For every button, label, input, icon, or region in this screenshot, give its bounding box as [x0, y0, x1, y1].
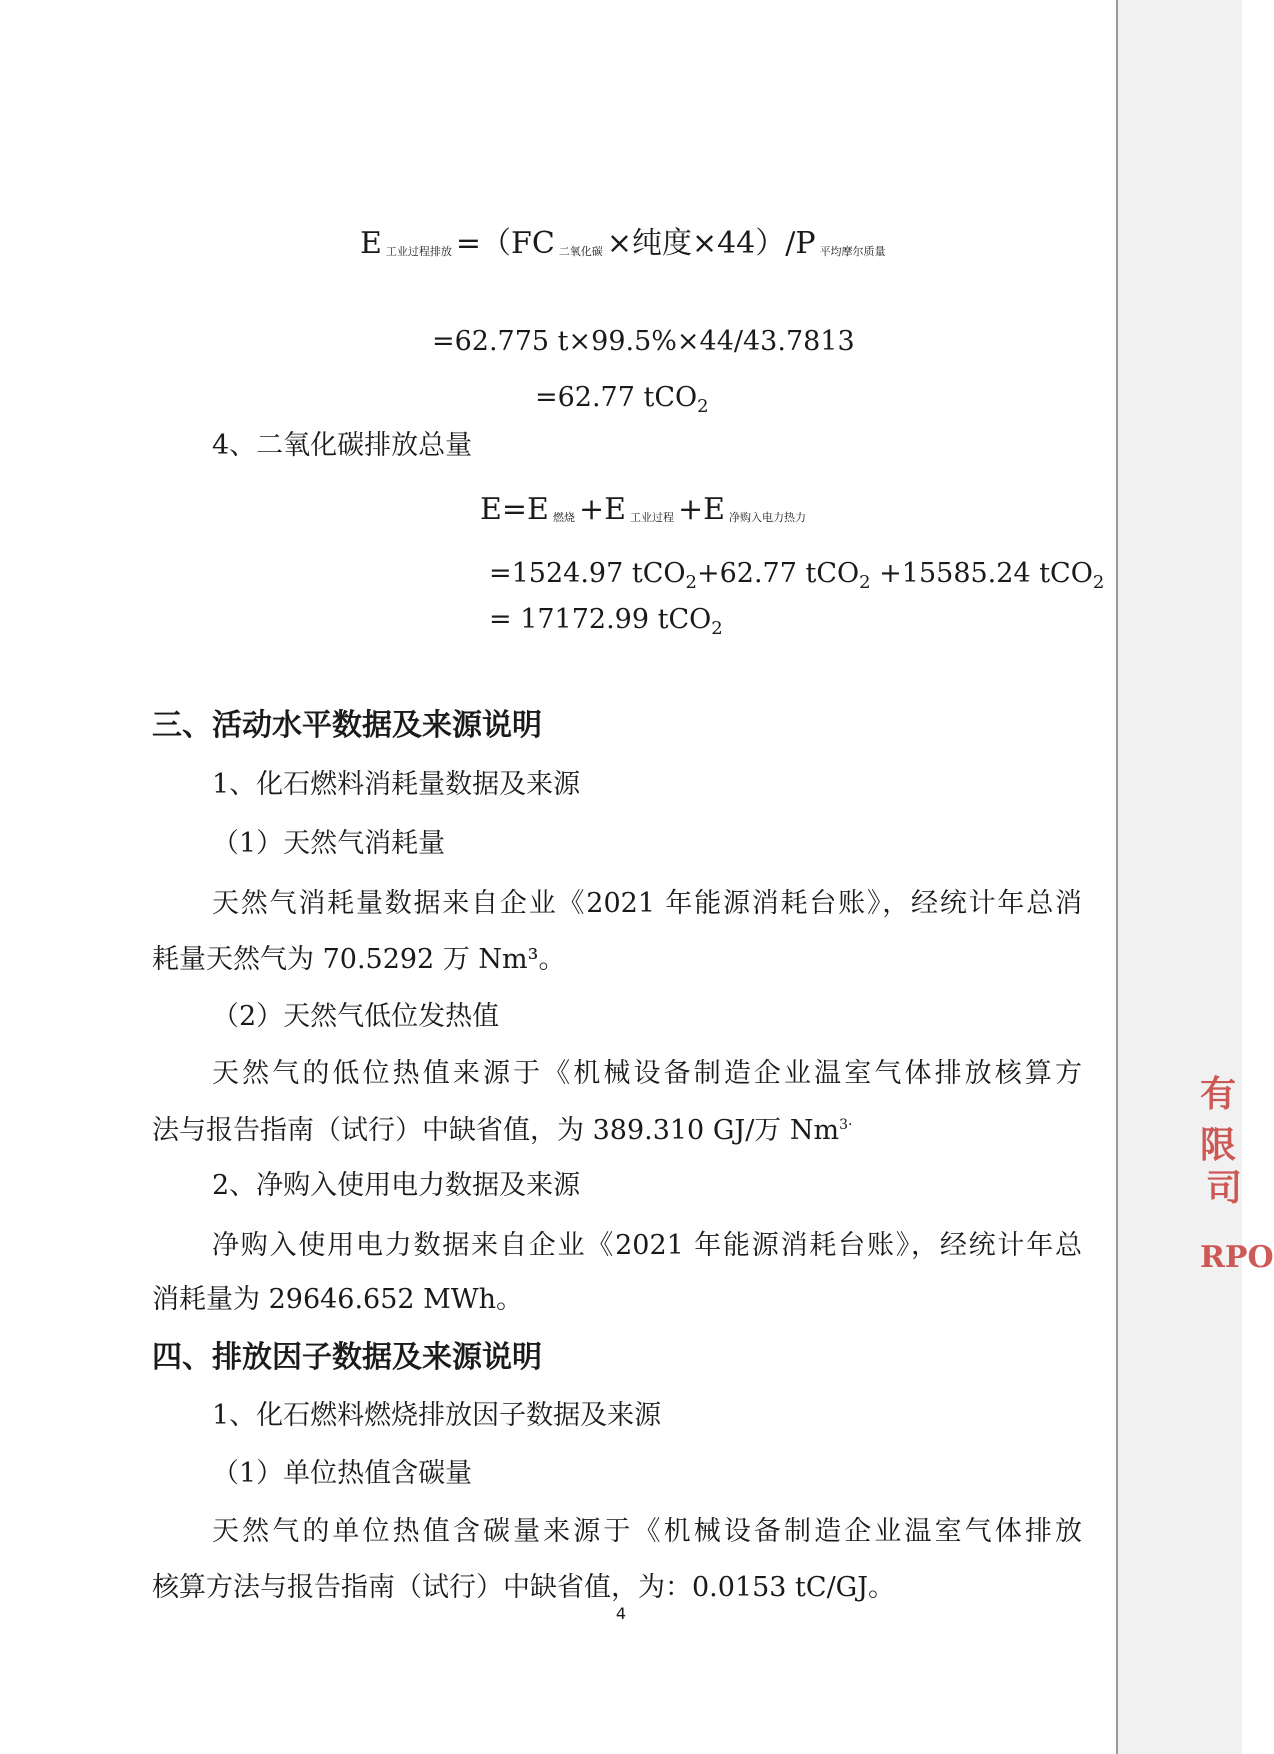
stamp-fragment-1: 有限 — [1200, 1073, 1237, 1166]
scan-edge-line — [1116, 0, 1118, 1754]
section3-para2-line1: 天然气的低位热值来源于《机械设备制造企业温室气体排放核算方 — [212, 1058, 1082, 1089]
section3-sub1: （1）天然气消耗量 — [212, 828, 446, 859]
total-line-2: = 17172.99 tCO$_2$ — [489, 604, 723, 639]
section3-para1-line2: 耗量天然气为 70.5292 万 Nm³。 — [152, 944, 566, 975]
formula-industrial: E $_{工业过程排放}$ =（FC $_{二氧化碳}$ ×纯度×44）/P $_{平均摩尔质量}$ — [360, 226, 886, 261]
section3-item1: 1、化石燃料消耗量数据及来源 — [212, 769, 581, 800]
section3-para2-line2: 法与报告指南（试行）中缺省值，为 389.310 GJ/万 $Nm^{3\cdot}$ — [152, 1115, 853, 1146]
section3-sub2: （2）天然气低位发热值 — [212, 1001, 500, 1032]
section4-para1-line1: 天然气的单位热值含碳量来源于《机械设备制造企业温室气体排放 — [212, 1516, 1082, 1547]
formula-total: E=E $_{燃烧}$ +E $_{工业过程}$ +E $_{净购入电力热力}$ — [480, 492, 807, 527]
section4-item1: 1、化石燃料燃烧排放因子数据及来源 — [212, 1400, 662, 1431]
calc-line-2: =62.77 tCO$_2$ — [535, 382, 709, 417]
section4-sub1: （1）单位热值含碳量 — [212, 1458, 473, 1489]
section3-heading: 三、活动水平数据及来源说明 — [152, 708, 542, 743]
scan-edge-shade — [1118, 0, 1242, 1754]
stamp-fragment-2: 司 — [1206, 1167, 1243, 1209]
page-number: 4 — [615, 1604, 627, 1623]
total-line-1: =1524.97 tCO$_2$+62.77 tCO$_2$ +15585.24 tCO$_2$ — [489, 558, 1105, 593]
calc-line-1: =62.775 t×99.5%×44/43.7813 — [432, 326, 855, 357]
stamp-fragment-3: RPO — [1200, 1240, 1274, 1275]
section4-heading: 四、排放因子数据及来源说明 — [152, 1340, 542, 1375]
section3-item2: 2、净购入使用电力数据及来源 — [212, 1170, 581, 1201]
section4-para1-line2: 核算方法与报告指南（试行）中缺省值，为：0.0153 tC/GJ。 — [152, 1572, 896, 1603]
section3-para1-line1: 天然气消耗量数据来自企业《2021 年能源消耗台账》，经统计年总消 — [212, 888, 1082, 919]
item-total-emission: 4、二氧化碳排放总量 — [212, 430, 473, 461]
seal-stamp-fragment — [1196, 1060, 1274, 1300]
section3-para3-line1: 净购入使用电力数据来自企业《2021 年能源消耗台账》，经统计年总 — [212, 1230, 1082, 1261]
section3-para3-line2: 消耗量为 29646.652 MWh。 — [152, 1284, 523, 1315]
